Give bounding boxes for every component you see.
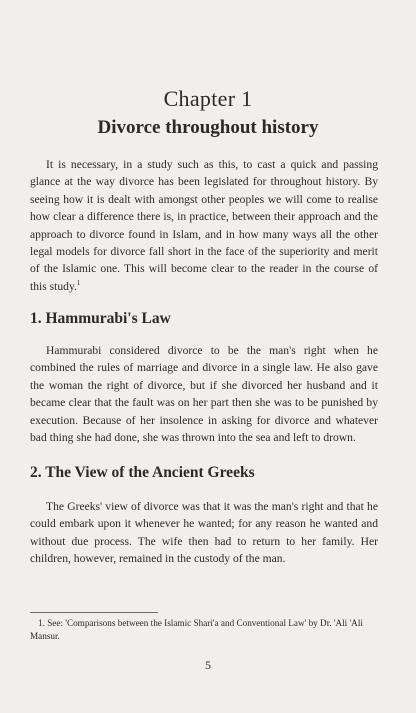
- footnote-reference[interactable]: 1: [76, 278, 81, 287]
- page-number: 5: [205, 658, 211, 672]
- section-text-hammurabi: Hammurabi considered divorce to be the man's right when he combined the rules of marriage and divorce in a single law. He also gave the woman the right of divorce, but if she divorced her husband and it became clear that the fault was on her part then she was to be punished by execution. Because of her insolence in asking for divorce and whatever bad thing she had done, she was thrown into the sea and left to drown.: [30, 344, 378, 445]
- footnote-divider: [30, 612, 158, 613]
- intro-text: It is necessary, in a study such as this, to cast a quick and passing glance at the way divorce has been legislated for throughout history. By seeing how it is dealt with amongst other peoples we will come to realise how clear a difference there is, in practice, between their approach and the approach to divorce found in Islam, and in how many ways all the other legal models for divorce fall short in the face of the superiority and merit of the Islamic one. This will become clear to the reader in the course of this study.: [30, 158, 378, 293]
- footnote-text: 1. See: 'Comparisons between the Islamic Shari'a and Conventional Law' by Dr. 'Ali 'Ali Mansur.: [30, 618, 363, 641]
- section-text-greeks: The Greeks' view of divorce was that it was the man's right and that he could embark upon it whenever he wanted; for any reason he wanted and without due process. The wife then had to return to her family. Her children, however, remained in the custody of the man.: [30, 500, 378, 566]
- chapter-title: Divorce throughout history: [97, 117, 319, 138]
- section-heading-greeks: 2. The View of the Ancient Greeks: [30, 464, 255, 481]
- section-paragraph-greeks: [30, 498, 378, 568]
- footnote: [30, 617, 382, 643]
- section-paragraph-hammurabi: [30, 342, 378, 446]
- intro-paragraph: [30, 156, 378, 295]
- section-heading-hammurabi: 1. Hammurabi's Law: [30, 310, 171, 327]
- chapter-number: Chapter 1: [163, 86, 253, 111]
